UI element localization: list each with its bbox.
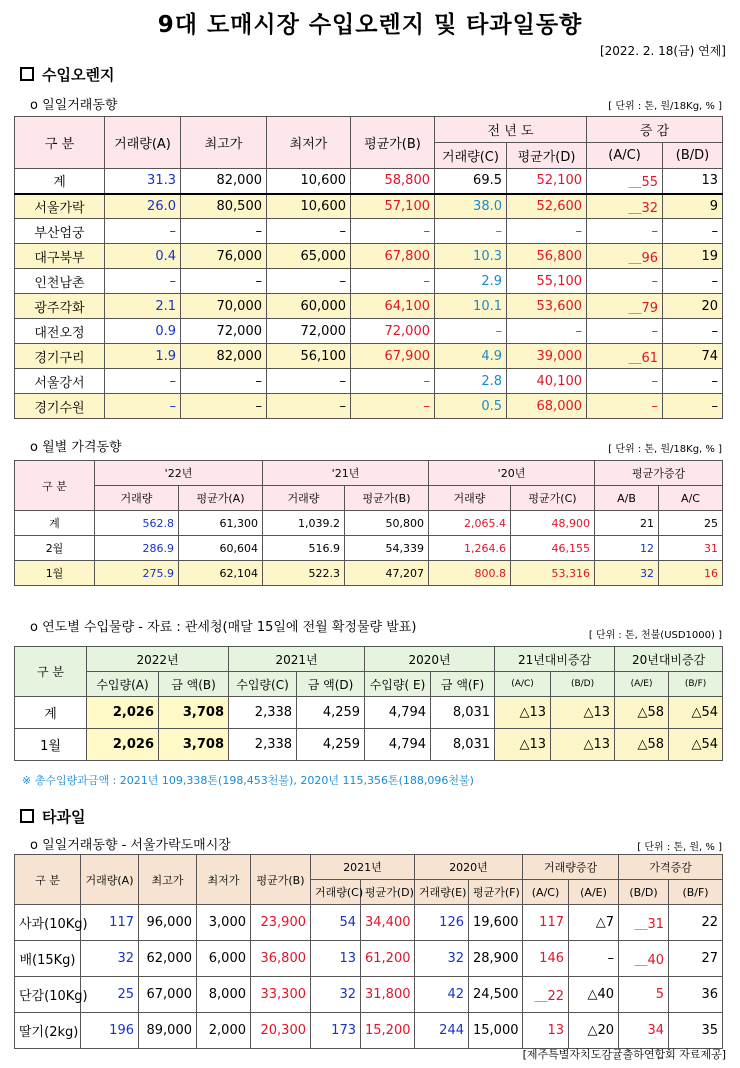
table-row [15,729,723,761]
col-header-prev-avg: 평균가(D) [507,143,587,169]
table-cell: 76,000 [181,244,267,269]
subheading-daily-orange: o 일일거래동향 [30,98,118,113]
col-header-ratio-bd: (B/D) [619,880,669,905]
col-header-avg-a: 평균가(A) [179,486,263,511]
table-cell: 13 [663,169,723,194]
table-cell: 1,039.2 [263,511,345,536]
table-cell: 31,800 [361,977,415,1013]
row-label: 계 [15,169,105,194]
table-cell: △20 [569,1013,619,1049]
table-cell: 516.9 [263,536,345,561]
table-cell: 8,031 [431,697,495,729]
subheading-other-fruit: o 일일거래동향 - 서울가락도매시장 [30,838,231,853]
table-cell: 69.5 [435,169,507,194]
col-header-gubun: 구 분 [15,647,87,697]
table-cell: 117 [81,905,139,941]
col-header-ratio-bf: (B/F) [669,880,723,905]
table-cell: 54,339 [345,536,429,561]
col-header-min: 최저가 [267,117,351,169]
table-row [15,977,723,1013]
table-cell: 2,338 [229,729,297,761]
table-cell: 32 [311,977,361,1013]
col-header-ratio-ac: (A/C) [523,880,569,905]
table-cell: 20 [663,294,723,319]
table-row [15,697,723,729]
table-cell: 50,800 [345,511,429,536]
table-row [15,269,723,294]
table-cell: – [181,269,267,294]
other-fruit-table [14,854,723,1049]
table-cell: 27 [669,941,723,977]
import-total-note: ※ 총수입량과금액 : 2021년 109,338톤(198,453천불), 2020년 115,356톤(188,096천불) [22,774,474,787]
table-cell: △13 [551,697,615,729]
col-header-ac: A/C [659,486,723,511]
table-cell: ＿79 [587,294,663,319]
table-cell: 3,708 [159,729,229,761]
table-cell: 32 [81,941,139,977]
table-cell: 31.3 [105,169,181,194]
table-cell: 35 [669,1013,723,1049]
col-header-ratio-bf: (B/F) [669,672,723,697]
col-header-avg: 평균가(B) [251,855,311,905]
table-cell: △13 [495,729,551,761]
table-cell: 15,000 [469,1013,523,1049]
table-row [15,369,723,394]
table-cell: 4,259 [297,697,365,729]
table-cell: 48,900 [511,511,595,536]
orange-monthly-table [14,460,723,586]
table-cell: 65,000 [267,244,351,269]
col-header-ac: (A/C) [587,143,663,169]
table-cell: 55,100 [507,269,587,294]
table-cell: 64,100 [351,294,435,319]
table-cell: – [267,394,351,419]
table-cell: 2.8 [435,369,507,394]
col-header-vol: 거래량 [263,486,345,511]
col-header-change-21: 21년대비증감 [495,647,615,672]
col-header-ratio-bd: (B/D) [551,672,615,697]
table-cell: △54 [669,697,723,729]
col-header-y21: '21년 [263,461,429,486]
table-cell: 6,000 [197,941,251,977]
table-cell: ＿55 [587,169,663,194]
table-cell: ＿96 [587,244,663,269]
col-header-vc: 거래량(C) [311,880,361,905]
col-header-gubun: 구 분 [15,117,105,169]
col-header-avg-change: 평균가증감 [595,461,723,486]
table-cell: 275.9 [95,561,179,586]
col-header-vol: 거래량 [95,486,179,511]
table-cell: 0.5 [435,394,507,419]
unit-label: [ 단위 : 톤, 원, % ] [637,842,722,853]
table-cell: – [181,394,267,419]
table-cell: 82,000 [181,169,267,194]
col-header-avg-c: 평균가(C) [511,486,595,511]
table-cell: △7 [569,905,619,941]
col-header-price-change: 가격증감 [619,855,723,880]
table-cell: – [105,269,181,294]
table-cell: 0.4 [105,244,181,269]
table-cell: 23,900 [251,905,311,941]
table-cell: 33,300 [251,977,311,1013]
table-cell: 4.9 [435,344,507,369]
section-label: 타과일 [42,808,86,826]
col-header-ve: 거래량(E) [415,880,469,905]
col-header-ratio-ac: (A/C) [495,672,551,697]
report-date: [2022. 2. 18(금) 연제] [599,44,726,58]
checkbox-square-icon [20,809,34,823]
source-credit: [제주특별자치도감귤출하연합회 자료제공] [522,1048,726,1061]
section-heading-orange [20,64,114,85]
table-cell: 25 [659,511,723,536]
table-row [15,1013,723,1049]
table-cell: △58 [615,729,669,761]
col-header-ratio-ae: (A/E) [615,672,669,697]
table-cell: 117 [523,905,569,941]
table-cell: 5 [619,977,669,1013]
table-cell: 70,000 [181,294,267,319]
table-cell: – [507,219,587,244]
table-cell: 53,600 [507,294,587,319]
section-label: 수입오렌지 [42,66,115,84]
table-cell: 60,000 [267,294,351,319]
row-label: 인천남촌 [15,269,105,294]
table-cell: △58 [615,697,669,729]
table-row [15,194,723,219]
table-row [15,169,723,194]
table-cell: – [587,219,663,244]
col-header-ad: 금 액(D) [297,672,365,697]
table-cell: ＿31 [619,905,669,941]
table-cell: 36,800 [251,941,311,977]
table-cell: 3,000 [197,905,251,941]
table-cell: – [351,369,435,394]
table-cell: – [663,394,723,419]
table-cell: 61,300 [179,511,263,536]
table-cell: 15,200 [361,1013,415,1049]
table-cell: – [351,219,435,244]
col-header-bd: (B/D) [663,143,723,169]
table-cell: △54 [669,729,723,761]
table-cell: 10,600 [267,194,351,219]
table-cell: – [587,319,663,344]
table-cell: – [351,394,435,419]
col-header-y22: '22년 [95,461,263,486]
table-cell: 60,604 [179,536,263,561]
table-cell: 26.0 [105,194,181,219]
table-cell: – [587,369,663,394]
row-label: 서울가락 [15,194,105,219]
col-header-qc: 수입량(C) [229,672,297,697]
table-cell: 19 [663,244,723,269]
table-cell: ＿22 [523,977,569,1013]
col-header-change: 증 감 [587,117,723,143]
table-cell: – [105,369,181,394]
table-cell: 286.9 [95,536,179,561]
table-cell: 72,000 [351,319,435,344]
table-cell: – [267,269,351,294]
table-cell: 61,200 [361,941,415,977]
table-cell: 196 [81,1013,139,1049]
table-cell: 39,000 [507,344,587,369]
table-cell: 25 [81,977,139,1013]
table-cell: 67,000 [139,977,197,1013]
subheading-yearly-import: o 연도별 수입물량 - 자료 : 관세청(매달 15일에 전월 확정물량 발표) [30,620,417,635]
table-cell: 52,600 [507,194,587,219]
col-header-pf: 평균가(F) [469,880,523,905]
col-header-pd: 평균가(D) [361,880,415,905]
table-cell: 34,400 [361,905,415,941]
table-row [15,561,723,586]
subheading-monthly-price: o 월별 가격동향 [30,440,122,455]
col-header-qa: 수입량(A) [87,672,159,697]
row-label: 광주각화 [15,294,105,319]
section-heading-other-fruit [20,806,85,827]
table-cell: △13 [551,729,615,761]
table-cell: 19,600 [469,905,523,941]
col-header-vol: 거래량(A) [105,117,181,169]
table-cell: 80,500 [181,194,267,219]
row-label: 1월 [15,561,95,586]
col-header-max: 최고가 [139,855,197,905]
table-cell: – [569,941,619,977]
page-title: 9대 도매시장 수입오렌지 및 타과일동향 [157,12,583,38]
table-cell: 40,100 [507,369,587,394]
col-header-gubun: 구 분 [15,855,81,905]
table-cell: 68,000 [507,394,587,419]
table-cell: 56,800 [507,244,587,269]
table-cell: 47,207 [345,561,429,586]
table-cell: 2,026 [87,729,159,761]
table-cell: 89,000 [139,1013,197,1049]
row-label: 계 [15,511,95,536]
col-header-2021: 2021년 [229,647,365,672]
table-row [15,941,723,977]
table-cell: 244 [415,1013,469,1049]
table-cell: 16 [659,561,723,586]
col-header-y20: '20년 [429,461,595,486]
table-cell: 10.1 [435,294,507,319]
col-header-max: 최고가 [181,117,267,169]
col-header-vol: 거래량 [429,486,511,511]
table-cell: 2,000 [197,1013,251,1049]
table-cell: 522.3 [263,561,345,586]
table-cell: 96,000 [139,905,197,941]
row-label: 서울강서 [15,369,105,394]
col-header-prev-vol: 거래량(C) [435,143,507,169]
table-row [15,344,723,369]
table-cell: 36 [669,977,723,1013]
orange-daily-table [14,116,723,419]
table-cell: 32 [595,561,659,586]
col-header-vol: 거래량(A) [81,855,139,905]
table-cell: 13 [311,941,361,977]
table-cell: 82,000 [181,344,267,369]
col-header-avg: 평균가(B) [351,117,435,169]
table-cell: 67,800 [351,244,435,269]
table-cell: 58,800 [351,169,435,194]
col-header-vol-change: 거래량증감 [523,855,619,880]
col-header-avg-b: 평균가(B) [345,486,429,511]
row-label: 배(15Kg) [15,941,81,977]
col-header-min: 최저가 [197,855,251,905]
table-cell: 67,900 [351,344,435,369]
table-cell: 28,900 [469,941,523,977]
table-cell: – [351,269,435,294]
row-label: 대전오정 [15,319,105,344]
table-cell: 146 [523,941,569,977]
table-cell: 1.9 [105,344,181,369]
table-cell: 2,338 [229,697,297,729]
table-cell: 173 [311,1013,361,1049]
row-label: 2월 [15,536,95,561]
table-cell: 10,600 [267,169,351,194]
unit-label: [ 단위 : 톤, 원/18Kg, % ] [608,444,722,455]
table-cell: 2,026 [87,697,159,729]
row-label: 경기수원 [15,394,105,419]
row-label: 단감(10Kg) [15,977,81,1013]
table-cell: – [267,219,351,244]
col-header-gubun: 구 분 [15,461,95,511]
table-cell: 72,000 [267,319,351,344]
table-cell: 24,500 [469,977,523,1013]
table-cell: – [435,219,507,244]
table-cell: – [105,394,181,419]
table-cell: – [181,219,267,244]
table-cell: 22 [669,905,723,941]
table-cell: 2.1 [105,294,181,319]
table-cell: – [507,319,587,344]
table-row [15,394,723,419]
table-cell: 62,000 [139,941,197,977]
table-cell: 72,000 [181,319,267,344]
unit-label: [ 단위 : 톤, 천불(USD1000) ] [588,630,722,641]
col-header-2020: 2020년 [365,647,495,672]
row-label: 부산엄궁 [15,219,105,244]
table-row [15,319,723,344]
table-row [15,905,723,941]
table-cell: △13 [495,697,551,729]
table-cell: ＿40 [619,941,669,977]
table-cell: 32 [415,941,469,977]
table-cell: 57,100 [351,194,435,219]
table-cell: – [181,369,267,394]
table-cell: 52,100 [507,169,587,194]
table-cell: – [663,269,723,294]
table-cell: 20,300 [251,1013,311,1049]
table-row [15,294,723,319]
table-cell: 2,065.4 [429,511,511,536]
table-cell: 126 [415,905,469,941]
table-cell: 562.8 [95,511,179,536]
table-cell: – [435,319,507,344]
table-cell: – [587,269,663,294]
table-cell: 54 [311,905,361,941]
col-header-2020: 2020년 [415,855,523,880]
table-row [15,219,723,244]
yearly-import-table [14,646,723,761]
table-row [15,244,723,269]
col-header-ratio-ae: (A/E) [569,880,619,905]
table-cell: 21 [595,511,659,536]
table-cell: 3,708 [159,697,229,729]
table-cell: 10.3 [435,244,507,269]
col-header-ab: 금 액(B) [159,672,229,697]
table-row [15,536,723,561]
table-cell: 12 [595,536,659,561]
row-label: 1월 [15,729,87,761]
table-cell: 53,316 [511,561,595,586]
table-cell: 56,100 [267,344,351,369]
table-cell: – [663,369,723,394]
table-cell: 8,000 [197,977,251,1013]
row-label: 계 [15,697,87,729]
table-cell: 800.8 [429,561,511,586]
table-cell: ＿61 [587,344,663,369]
table-cell: 4,794 [365,729,431,761]
table-cell: 46,155 [511,536,595,561]
col-header-ab: A/B [595,486,659,511]
table-cell: – [267,369,351,394]
table-cell: 0.9 [105,319,181,344]
checkbox-square-icon [20,67,34,81]
table-cell: 74 [663,344,723,369]
table-cell: – [587,394,663,419]
col-header-prev-year: 전 년 도 [435,117,587,143]
row-label: 경기구리 [15,344,105,369]
table-cell: – [105,219,181,244]
table-cell: 2.9 [435,269,507,294]
row-label: 대구북부 [15,244,105,269]
table-cell: 9 [663,194,723,219]
table-row [15,511,723,536]
row-label: 딸기(2kg) [15,1013,81,1049]
unit-label: [ 단위 : 톤, 원/18Kg, % ] [608,101,722,112]
table-cell: 31 [659,536,723,561]
col-header-af: 금 액(F) [431,672,495,697]
row-label: 사과(10Kg) [15,905,81,941]
table-cell: 4,259 [297,729,365,761]
table-cell: 1,264.6 [429,536,511,561]
table-cell: ＿32 [587,194,663,219]
table-cell: 8,031 [431,729,495,761]
table-cell: 62,104 [179,561,263,586]
col-header-2022: 2022년 [87,647,229,672]
table-cell: △40 [569,977,619,1013]
table-cell: – [663,219,723,244]
col-header-qe: 수입량( E) [365,672,431,697]
table-cell: 4,794 [365,697,431,729]
col-header-change-20: 20년대비증감 [615,647,723,672]
table-cell: 13 [523,1013,569,1049]
table-cell: 42 [415,977,469,1013]
table-cell: 34 [619,1013,669,1049]
col-header-2021: 2021년 [311,855,415,880]
table-cell: – [663,319,723,344]
table-cell: 38.0 [435,194,507,219]
